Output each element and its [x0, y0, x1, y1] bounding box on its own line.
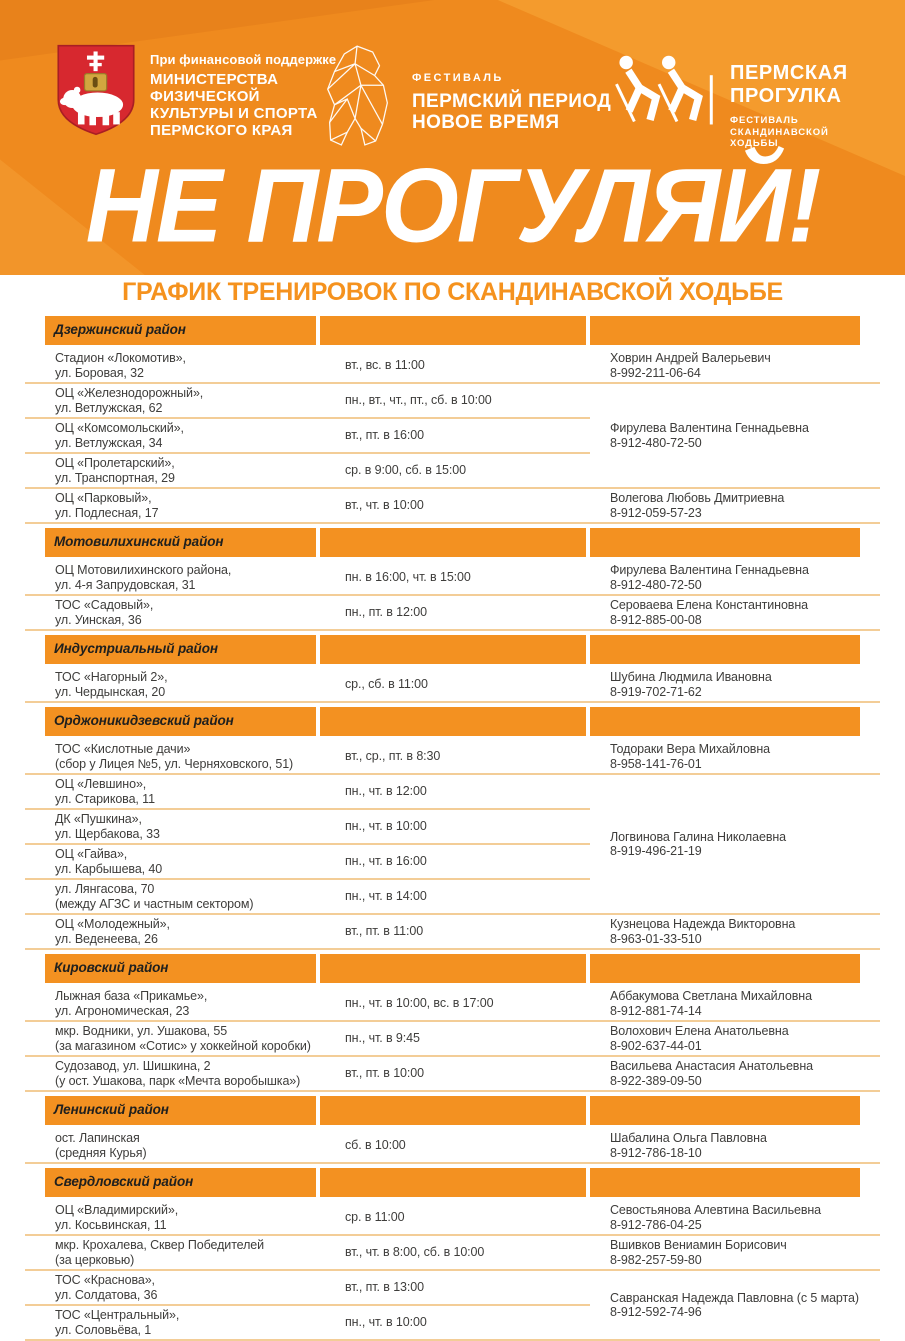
section-header-bar — [45, 635, 860, 664]
contact-cell — [590, 349, 880, 383]
section-header-row — [25, 523, 880, 561]
location-cell — [25, 383, 318, 418]
bear-logo-icon — [314, 42, 402, 152]
table-row — [25, 383, 880, 418]
contact-name: Шабалина Ольга Павловна — [610, 1131, 767, 1145]
section-title: Мотовилихинский район — [54, 534, 224, 550]
contact-cell — [590, 1270, 880, 1340]
contact-name: Волохович Елена Анатольевна — [610, 1024, 789, 1038]
location-line: ОЦ «Владимирский», — [55, 1203, 179, 1217]
festival-title-line: НОВОЕ ВРЕМЯ — [412, 112, 560, 133]
location-cell — [25, 595, 318, 630]
contact-phone: 8-912-786-04-25 — [610, 1217, 702, 1232]
location-line: ул. Ветлужская, 62 — [55, 400, 163, 415]
location-line: ул. Веденеева, 26 — [55, 931, 158, 946]
contact-cell — [590, 383, 880, 488]
header-banner — [0, 0, 905, 275]
section-bar-segment — [45, 954, 316, 983]
location-line: ОЦ Мотовилихинского района, — [55, 563, 232, 577]
schedule-cell: пн. в 16:00, чт. в 15:00 — [318, 561, 590, 595]
location-cell — [25, 987, 318, 1021]
section-bar-segment — [590, 707, 860, 736]
contact-phone: 8-963-01-33-510 — [610, 931, 702, 946]
location-cell — [25, 914, 318, 949]
table-row — [25, 668, 880, 702]
location-line: ОЦ «Молодежный», — [55, 917, 170, 931]
ministry-line: КУЛЬТУРЫ И СПОРТА — [150, 105, 318, 122]
ministry-credit — [150, 52, 336, 139]
section-header-bar — [45, 1096, 860, 1125]
schedule-cell: ср. в 11:00 — [318, 1201, 590, 1235]
location-line: ОЦ «Левшино», — [55, 777, 147, 791]
contact-phone: 8-958-141-76-01 — [610, 756, 702, 771]
location-cell — [25, 1270, 318, 1305]
section-bar-segment — [45, 1168, 316, 1197]
section-bar-segment — [45, 635, 316, 664]
location-cell — [25, 774, 318, 809]
location-line: ул. Боровая, 32 — [55, 365, 144, 380]
contact-cell — [590, 1129, 880, 1163]
location-line: ул. 4-я Запрудовская, 31 — [55, 577, 196, 592]
contact-phone: 8-912-885-00-08 — [610, 612, 702, 627]
location-line: Стадион «Локомотив», — [55, 351, 186, 365]
location-cell — [25, 879, 318, 914]
location-cell — [25, 453, 318, 488]
section-title: Дзержинский район — [54, 322, 186, 338]
location-cell — [25, 844, 318, 879]
table-row — [25, 1235, 880, 1270]
section-title: Индустриальный район — [54, 641, 218, 657]
location-line: ТОС «Кислотные дачи» — [55, 742, 191, 756]
schedule-table — [25, 312, 880, 1341]
perm-coat-of-arms-icon — [55, 42, 137, 138]
section-header-bar — [45, 954, 860, 983]
location-line: мкр. Водники, ул. Ушакова, 55 — [55, 1024, 228, 1038]
contact-phone: 8-922-389-09-50 — [610, 1073, 702, 1088]
contact-phone: 8-912-480-72-50 — [610, 577, 702, 592]
schedule-cell: сб. в 10:00 — [318, 1129, 590, 1163]
section-bar-segment — [45, 316, 316, 345]
location-cell — [25, 488, 318, 523]
section-bar-segment — [320, 1168, 586, 1197]
contact-cell — [590, 488, 880, 523]
schedule-cell: пн., чт. в 12:00 — [318, 774, 590, 809]
contact-name: Кузнецова Надежда Викторовна — [610, 917, 796, 931]
section-bar-segment — [590, 1168, 860, 1197]
location-line: (за магазином «Сотис» у хоккейной коробки) — [55, 1038, 311, 1053]
table-row — [25, 1270, 880, 1305]
schedule-cell: пн., пт. в 12:00 — [318, 595, 590, 630]
contact-cell — [590, 1056, 880, 1091]
contact-phone: 8-912-059-57-23 — [610, 505, 702, 520]
schedule-cell: пн., вт., чт., пт., сб. в 10:00 — [318, 383, 590, 418]
table-row — [25, 774, 880, 809]
location-cell — [25, 1201, 318, 1235]
contact-name: Волегова Любовь Дмитриевна — [610, 491, 785, 505]
table-row — [25, 488, 880, 523]
contact-cell — [590, 561, 880, 595]
section-bar-segment — [590, 316, 860, 345]
contact-name: Логвинова Галина Николаевна — [610, 829, 787, 844]
location-line: ОЦ «Парковый», — [55, 491, 152, 505]
location-line: ул. Косьвинская, 11 — [55, 1217, 167, 1232]
section-title: Кировский район — [54, 960, 169, 976]
location-cell — [25, 1021, 318, 1056]
location-line: ул. Уинская, 36 — [55, 612, 142, 627]
schedule-cell: вт., чт. в 8:00, сб. в 10:00 — [318, 1235, 590, 1270]
support-line: При финансовой поддержке — [150, 52, 337, 67]
table-row — [25, 987, 880, 1021]
section-bar-segment — [320, 954, 586, 983]
walk-title-line: ПРОГУЛКА — [730, 85, 842, 107]
schedule-cell: вт., пт. в 10:00 — [318, 1056, 590, 1091]
location-line: (сбор у Лицея №5, ул. Черняховского, 51) — [55, 756, 294, 771]
location-cell — [25, 809, 318, 844]
location-line: (средняя Курья) — [55, 1145, 147, 1160]
festival-title-line: ПЕРМСКИЙ ПЕРИОД — [412, 91, 612, 112]
location-cell — [25, 1235, 318, 1270]
location-line: ТОС «Центральный», — [55, 1308, 180, 1322]
contact-cell — [590, 1021, 880, 1056]
contact-name: Ховрин Андрей Валерьевич — [610, 351, 771, 365]
contact-name: Фирулева Валентина Геннадьевна — [610, 421, 809, 435]
location-line: (между АГЗС и частным сектором) — [55, 896, 254, 911]
section-bar-segment — [45, 1096, 316, 1125]
section-bar-segment — [320, 1096, 586, 1125]
location-line: ОЦ «Гайва», — [55, 847, 128, 861]
location-line: ОЦ «Комсомольский», — [55, 421, 184, 435]
slogan: НЕ ПРОГУЛЯЙ! — [85, 147, 820, 265]
schedule-cell: пн., чт. в 10:00 — [318, 809, 590, 844]
location-line: Лыжная база «Прикамье», — [55, 989, 208, 1003]
location-line: (за церковью) — [55, 1252, 135, 1267]
location-line: ул. Солдатова, 36 — [55, 1287, 158, 1302]
location-cell — [25, 1129, 318, 1163]
section-header-bar — [45, 707, 860, 736]
location-line: ул. Транспортная, 29 — [55, 470, 175, 485]
ministry-line: ПЕРМСКОГО КРАЯ — [150, 122, 293, 139]
section-bar-segment — [45, 528, 316, 557]
contact-cell — [590, 987, 880, 1021]
schedule-cell: пн., чт. в 14:00 — [318, 879, 590, 914]
location-cell — [25, 349, 318, 383]
section-header-bar — [45, 1168, 860, 1197]
contact-phone: 8-919-496-21-19 — [610, 844, 702, 858]
location-line: мкр. Крохалева, Сквер Победителей — [55, 1238, 265, 1252]
location-cell — [25, 561, 318, 595]
contact-name: Васильева Анастасия Анатольевна — [610, 1059, 813, 1073]
schedule-cell: пн., чт. в 10:00 — [318, 1305, 590, 1340]
contact-name: Шубина Людмила Ивановна — [610, 670, 772, 684]
section-bar-segment — [590, 954, 860, 983]
section-header-row — [25, 630, 880, 668]
contact-cell — [590, 914, 880, 949]
location-line: ул. Чердынская, 20 — [55, 684, 166, 699]
section-bar-segment — [320, 316, 586, 345]
contact-phone: 8-912-480-72-50 — [610, 435, 702, 450]
festival-wordmark — [412, 72, 611, 133]
location-line: ТОС «Краснова», — [55, 1273, 155, 1287]
location-line: ТОС «Нагорный 2», — [55, 670, 168, 684]
location-line: (у ост. Ушакова, парк «Мечта воробышка») — [55, 1073, 301, 1088]
location-line: Судозавод, ул. Шишкина, 2 — [55, 1059, 211, 1073]
schedule-cell: ср. в 9:00, сб. в 15:00 — [318, 453, 590, 488]
schedule-cell: пн., чт. в 16:00 — [318, 844, 590, 879]
location-cell — [25, 1305, 318, 1340]
ministry-line: МИНИСТЕРСТВА — [150, 71, 279, 88]
location-line: ОЦ «Железнодорожный», — [55, 386, 204, 400]
table-row — [25, 561, 880, 595]
section-title: Орджоникидзевский район — [54, 713, 234, 729]
contact-phone: 8-912-592-74-96 — [610, 1305, 702, 1319]
section-bar-segment — [320, 707, 586, 736]
section-title: Свердловский район — [54, 1174, 194, 1190]
schedule-cell: пн., чт. в 10:00, вс. в 17:00 — [318, 987, 590, 1021]
location-line: ул. Ветлужская, 34 — [55, 435, 163, 450]
location-line: ул. Лянгасова, 70 — [55, 882, 155, 896]
location-line: ул. Щербакова, 33 — [55, 826, 160, 841]
contact-name: Аббакумова Светлана Михайловна — [610, 989, 812, 1003]
schedule-cell: вт., вс. в 11:00 — [318, 349, 590, 383]
section-header-row — [25, 312, 880, 349]
schedule-cell: вт., ср., пт. в 8:30 — [318, 740, 590, 774]
schedule-table-container — [25, 312, 880, 1341]
contact-name: Тодораки Вера Михайловна — [610, 742, 770, 756]
location-cell — [25, 668, 318, 702]
section-bar-segment — [590, 528, 860, 557]
section-bar-segment — [320, 635, 586, 664]
section-title: Ленинский район — [54, 1102, 169, 1118]
contact-cell — [590, 595, 880, 630]
section-bar-segment — [45, 707, 316, 736]
section-header-row — [25, 702, 880, 740]
section-header-row — [25, 949, 880, 987]
schedule-cell: вт., пт. в 13:00 — [318, 1270, 590, 1305]
section-header-row — [25, 1163, 880, 1201]
table-row — [25, 914, 880, 949]
schedule-cell: ср., сб. в 11:00 — [318, 668, 590, 702]
table-row — [25, 1201, 880, 1235]
location-line: ул. Карбышева, 40 — [55, 861, 163, 876]
contact-name: Сероваева Елена Константиновна — [610, 598, 809, 612]
section-bar-segment — [590, 1096, 860, 1125]
section-header-bar — [45, 316, 860, 345]
schedule-cell: вт., чт. в 10:00 — [318, 488, 590, 523]
contact-phone: 8-912-881-74-14 — [610, 1003, 702, 1018]
table-row — [25, 740, 880, 774]
contact-name: Вшивков Вениамин Борисович — [610, 1238, 787, 1252]
location-line: ул. Агрономическая, 23 — [55, 1003, 190, 1018]
section-header-row — [25, 1091, 880, 1129]
location-line: ул. Подлесная, 17 — [55, 505, 159, 520]
location-line: ост. Лапинская — [55, 1131, 140, 1145]
contact-cell — [590, 774, 880, 914]
schedule-cell: вт., пт. в 11:00 — [318, 914, 590, 949]
location-cell — [25, 418, 318, 453]
contact-phone: 8-912-786-18-10 — [610, 1145, 702, 1160]
contact-name: Савранская Надежда Павловна (с 5 марта) — [610, 1290, 859, 1305]
contact-cell — [590, 1201, 880, 1235]
schedule-title: ГРАФИК ТРЕНИРОВОК ПО СКАНДИНАВСКОЙ ХОДЬБЕ — [122, 278, 783, 306]
festival-label: ФЕСТИВАЛЬ — [412, 72, 504, 84]
contact-phone: 8-902-637-44-01 — [610, 1038, 702, 1053]
ministry-line: ФИЗИЧЕСКОЙ — [150, 88, 260, 105]
location-cell — [25, 1056, 318, 1091]
section-bar-segment — [590, 635, 860, 664]
location-line: ул. Старикова, 11 — [55, 791, 155, 806]
table-row — [25, 595, 880, 630]
contact-name: Фирулева Валентина Геннадьевна — [610, 563, 809, 577]
walk-subtitle: ФЕСТИВАЛЬ СКАНДИНАВСКОЙ ХОДЬБЫ — [730, 115, 829, 149]
table-row — [25, 1021, 880, 1056]
contact-phone: 8-919-702-71-62 — [610, 684, 702, 699]
table-row — [25, 349, 880, 383]
contact-cell — [590, 1235, 880, 1270]
schedule-cell: пн., чт. в 9:45 — [318, 1021, 590, 1056]
section-header-bar — [45, 528, 860, 557]
walk-wordmark — [730, 62, 848, 150]
contact-name: Севостьянова Алевтина Васильевна — [610, 1203, 822, 1217]
contact-cell — [590, 668, 880, 702]
location-line: ДК «Пушкина», — [55, 812, 142, 826]
location-line: ул. Соловьёва, 1 — [55, 1322, 152, 1337]
section-bar-segment — [320, 528, 586, 557]
table-row — [25, 1129, 880, 1163]
table-row — [25, 1056, 880, 1091]
location-cell — [25, 740, 318, 774]
contact-phone: 8-992-211-06-64 — [610, 365, 701, 380]
walk-title-line: ПЕРМСКАЯ — [730, 62, 848, 84]
contact-cell — [590, 740, 880, 774]
schedule-cell: вт., пт. в 16:00 — [318, 418, 590, 453]
location-line: ТОС «Садовый», — [55, 598, 154, 612]
location-line: ОЦ «Пролетарский», — [55, 456, 175, 470]
nordic-walkers-icon — [606, 52, 718, 132]
contact-phone: 8-982-257-59-80 — [610, 1252, 702, 1267]
